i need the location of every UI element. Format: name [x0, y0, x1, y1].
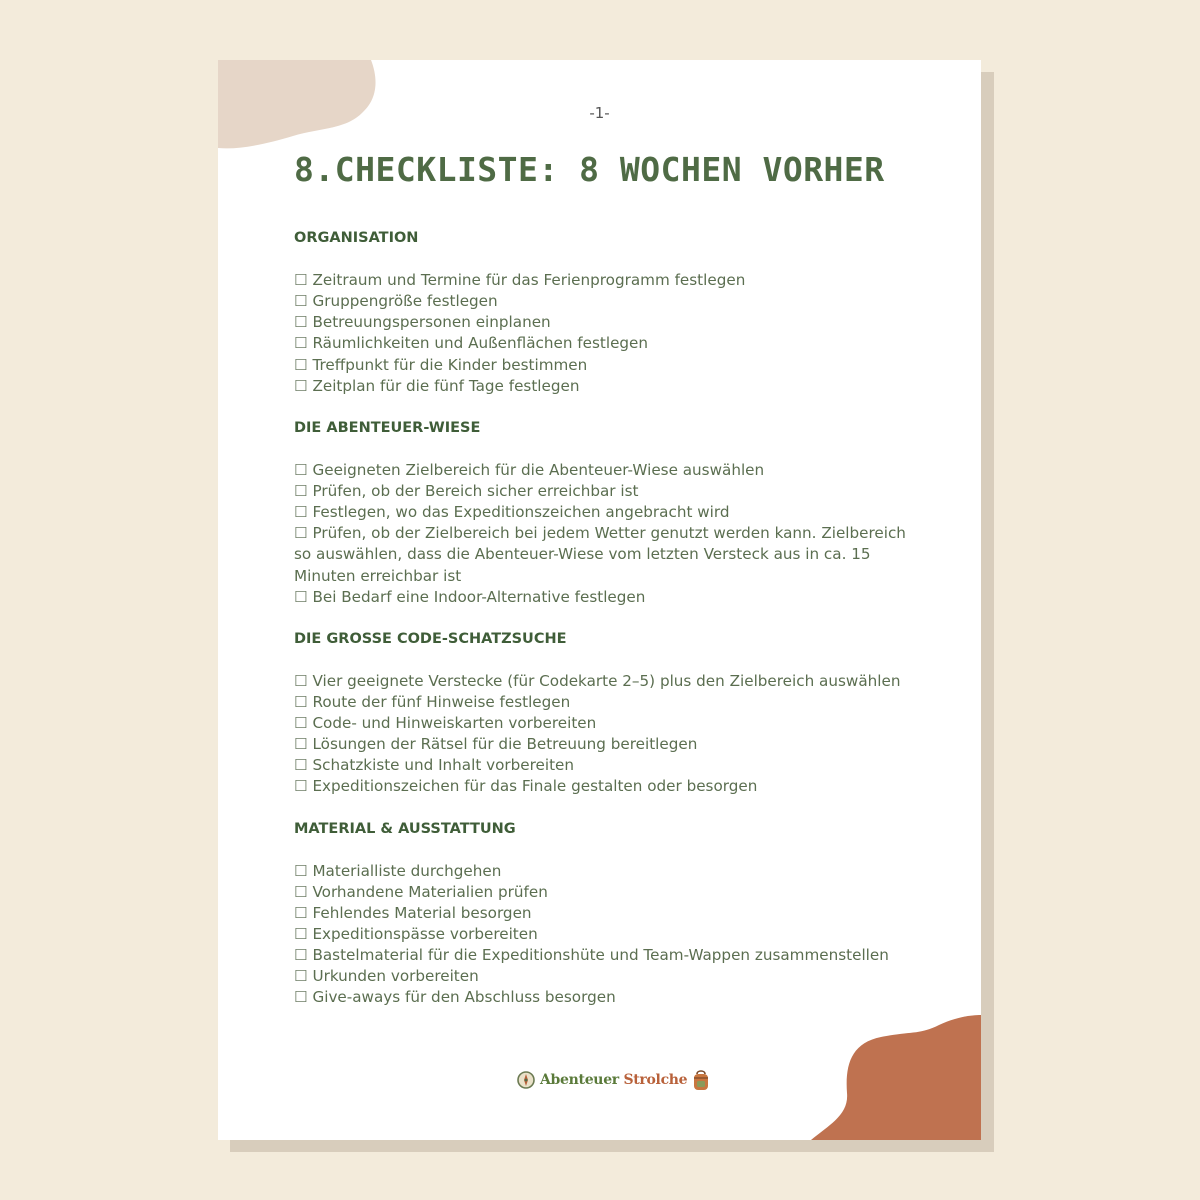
- page-number: -1-: [589, 104, 610, 122]
- checklist-item-text: Code- und Hinweiskarten vorbereiten: [312, 714, 597, 733]
- checklist-item: [294, 312, 914, 333]
- checklist-item-text: Prüfen, ob der Bereich sicher erreichbar ist: [312, 482, 639, 501]
- document-page: [218, 60, 981, 1140]
- backpack-icon: [691, 1069, 711, 1091]
- checklist-item: [294, 291, 914, 312]
- brand-logo: [516, 1065, 711, 1095]
- checklist: [294, 460, 914, 608]
- checklist-item-text: Expeditionspässe vorbereiten: [312, 925, 538, 944]
- checklist-item-text: Materialliste durchgehen: [312, 861, 502, 880]
- checklist-item-text: Vorhandene Materialien prüfen: [312, 882, 548, 901]
- decorative-blob-bottom: [811, 1015, 981, 1140]
- checklist-item: [294, 882, 914, 903]
- checklist-item: [294, 355, 914, 376]
- checklist-item-text: Räumlichkeiten und Außenflächen festlegen: [312, 334, 649, 353]
- checklist-item: [294, 755, 914, 776]
- checklist-item: [294, 333, 914, 354]
- checkbox-icon[interactable]: ☐: [294, 693, 308, 712]
- checkbox-icon[interactable]: ☐: [294, 882, 308, 901]
- logo-word-1: Abenteuer: [540, 1072, 619, 1088]
- checklist-item-text: Route der fünf Hinweise festlegen: [312, 693, 571, 712]
- checklist-item: [294, 945, 914, 966]
- checkbox-icon[interactable]: ☐: [294, 271, 308, 290]
- checklist-item-text: Give-aways für den Abschluss besorgen: [312, 988, 616, 1007]
- checklist-item: [294, 776, 914, 797]
- logo-word-2: Strolche: [623, 1072, 688, 1088]
- checkbox-icon[interactable]: ☐: [294, 461, 308, 480]
- checklist-item: [294, 903, 914, 924]
- checkbox-icon[interactable]: ☐: [294, 988, 308, 1007]
- section-heading: ORGANISATION: [294, 230, 419, 246]
- checklist-item-text: Geeigneten Zielbereich für die Abenteuer-Wiese auswählen: [312, 461, 765, 480]
- logo-wordmark: [540, 1072, 687, 1088]
- checkbox-icon[interactable]: ☐: [294, 861, 308, 880]
- page-title: 8.CHECKLISTE: 8 WOCHEN VORHER: [294, 150, 885, 189]
- checklist: [294, 861, 914, 1009]
- checklist-item: [294, 966, 914, 987]
- checklist-item-text: Vier geeignete Verstecke (für Codekarte 2–5) plus den Zielbereich auswählen: [312, 671, 901, 690]
- checkbox-icon[interactable]: ☐: [294, 735, 308, 754]
- checkbox-icon[interactable]: ☐: [294, 925, 308, 944]
- checkbox-icon[interactable]: ☐: [294, 355, 308, 374]
- checkbox-icon[interactable]: ☐: [294, 946, 308, 965]
- checklist-item: [294, 587, 914, 608]
- checkbox-icon[interactable]: ☐: [294, 967, 308, 986]
- checklist-item-text: Schatzkiste und Inhalt vorbereiten: [312, 756, 575, 775]
- checkbox-icon[interactable]: ☐: [294, 714, 308, 733]
- checkbox-icon[interactable]: ☐: [294, 376, 308, 395]
- checkbox-icon[interactable]: ☐: [294, 292, 308, 311]
- checklist-item-text: Zeitplan für die fünf Tage festlegen: [312, 376, 580, 395]
- checkbox-icon[interactable]: ☐: [294, 904, 308, 922]
- checkbox-icon[interactable]: ☐: [294, 671, 308, 690]
- checklist-item-text: Bei Bedarf eine Indoor-Alternative festlegen: [312, 587, 646, 606]
- checklist-item: [294, 987, 914, 1008]
- checkbox-icon[interactable]: ☐: [294, 756, 308, 775]
- checklist-item-text: Fehlendes Material besorgen: [312, 904, 532, 922]
- checkbox-icon[interactable]: ☐: [294, 334, 308, 353]
- checklist-item: [294, 481, 914, 502]
- checklist-item: [294, 270, 914, 291]
- checklist-item-text: Expeditionszeichen für das Finale gestalten oder besorgen: [312, 777, 758, 796]
- section-heading: DIE ABENTEUER-WIESE: [294, 419, 481, 436]
- checklist-item: [294, 671, 914, 692]
- checklist-item: [294, 460, 914, 481]
- checklist-item: [294, 924, 914, 945]
- checklist-item-text: Betreuungspersonen einplanen: [312, 313, 551, 332]
- checklist-item-text: Bastelmaterial für die Expeditionshüte und Team-Wappen zusammenstellen: [312, 946, 889, 965]
- checklist-item-text: Treffpunkt für die Kinder bestimmen: [312, 355, 588, 374]
- checklist-item: [294, 502, 914, 523]
- checkbox-icon[interactable]: ☐: [294, 777, 308, 796]
- checklist-item: [294, 861, 914, 882]
- checkbox-icon[interactable]: ☐: [294, 587, 308, 606]
- checklist-item: [294, 376, 914, 397]
- compass-icon: [516, 1070, 536, 1090]
- checklist-item-text: Lösungen der Rätsel für die Betreuung bereitlegen: [312, 735, 698, 754]
- checkbox-icon[interactable]: ☐: [294, 313, 308, 332]
- checklist: [294, 671, 914, 798]
- checklist-item-text: Prüfen, ob der Zielbereich bei jedem Wetter genutzt werden kann. Zielbereich so auswählen, dass die Abenteuer-Wiese vom letzten Versteck aus in ca. 15 Minuten erreichbar ist: [294, 524, 906, 585]
- section-heading: MATERIAL & AUSSTATTUNG: [294, 820, 516, 837]
- checklist-item-text: Gruppengröße festlegen: [312, 292, 498, 311]
- checklist-item: [294, 692, 914, 713]
- checklist-item-text: Zeitraum und Termine für das Ferienprogramm festlegen: [312, 271, 746, 290]
- checklist-item-text: Urkunden vorbereiten: [312, 967, 479, 986]
- checkbox-icon[interactable]: ☐: [294, 503, 308, 522]
- section-heading: DIE GROSSE CODE-SCHATZSUCHE: [294, 630, 567, 647]
- checklist-content: [294, 228, 914, 1030]
- checkbox-icon[interactable]: ☐: [294, 482, 308, 501]
- checklist: [294, 270, 914, 397]
- checklist-item-text: Festlegen, wo das Expeditionszeichen angebracht wird: [312, 503, 730, 522]
- checklist-item: [294, 713, 914, 734]
- checklist-item: [294, 734, 914, 755]
- checklist-item: [294, 523, 914, 586]
- checkbox-icon[interactable]: ☐: [294, 524, 308, 543]
